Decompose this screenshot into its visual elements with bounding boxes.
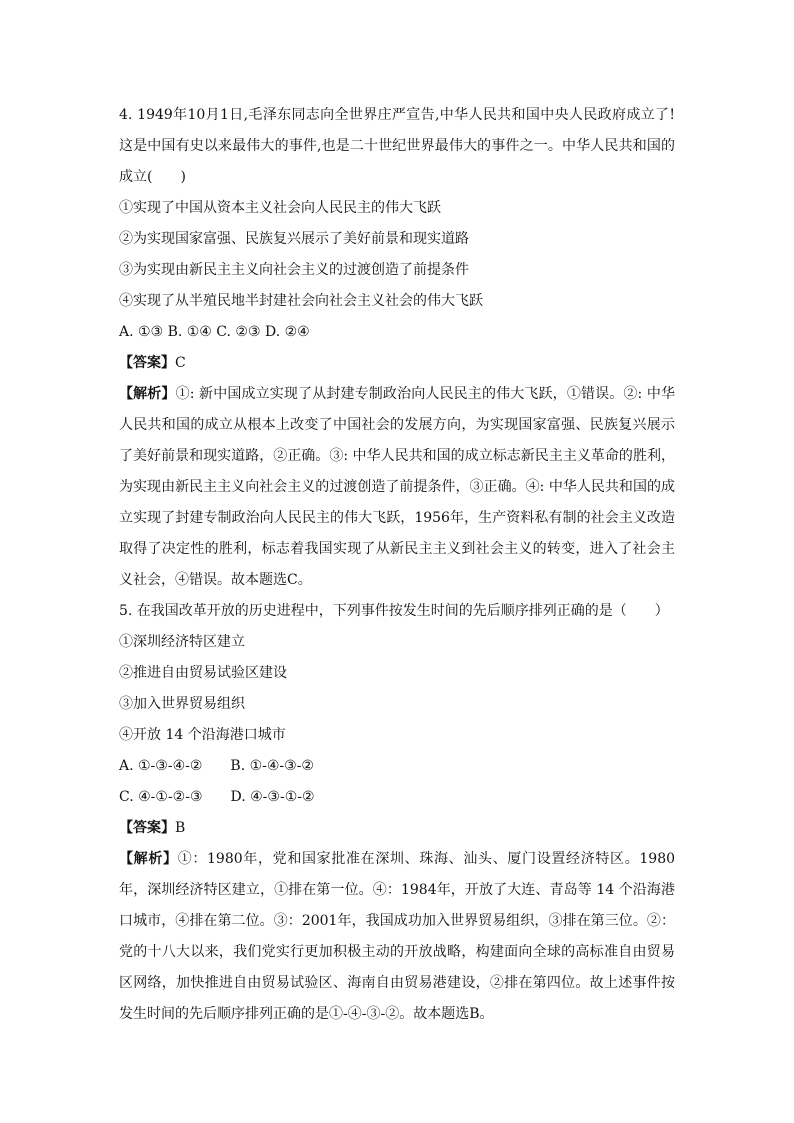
- question-4-analysis: [119, 379, 675, 596]
- question-4-stem: 4. 1949年10月1日,毛泽东同志向全世界庄严宣告,中华人民共和国中央人民政府成立了!这是中国有史以来最伟大的事件,也是二十世纪世界最伟大的事件之一。中华人民共和国的成立( ): [119, 107, 675, 185]
- question-5-options-row-2: C. ④-①-②-③ D. ④-③-①-②: [119, 789, 315, 805]
- answer-label: 【答案】: [119, 820, 175, 836]
- question-5-options-row-1: A. ①-③-④-② B. ①-④-③-②: [119, 758, 314, 774]
- analysis-text: ①：1980年，党和国家批准在深圳、珠海、汕头、厦门设置经济特区。1980年，深圳经济特区建立，①排在第一位。④：1984年，开放了大连、青岛等 14 个沿海港口城市，④排在第二位。③：2001年，我国成功加入世界贸易组织，③排在第三位。②：党的十八大以来，我们党实行更加积极主动的开放战略，构建面向全球的高标准自由贸易区网络，加快推进自由贸易试验区、海南自由贸易港建设，②排在第四位。故上述事件按发生时间的先后顺序排列正确的是①-④-③-②。故本题选B。: [119, 851, 676, 1022]
- question-4-item-3: ③为实现由新民主主义向社会主义的过渡创造了前提条件: [119, 262, 469, 278]
- question-4-item-4: ④实现了从半殖民地半封建社会向社会主义社会的伟大飞跃: [119, 293, 483, 309]
- document-content: [119, 100, 675, 1030]
- question-4-answer: [119, 348, 675, 379]
- analysis-label: 【解析】: [119, 851, 178, 867]
- question-5-analysis: [119, 844, 675, 1030]
- answer-value: C: [175, 355, 186, 371]
- analysis-text: ①: 新中国成立实现了从封建专制政治向人民民主的伟大飞跃，①错误。②: 中华人民共和国的成立从根本上改变了中国社会的发展方向，为实现国家富强、民族复兴展示了美好前景和现实道路，②正确。③: 中华人民共和国的成立标志新民主主义革命的胜利，为实现由新民主主义向社会主义的过渡创造了前提条件，③正确。④: 中华人民共和国的成立实现了封建专制政治向人民民主的伟大飞跃，1956年，生产资料私有制的社会主义改造取得了决定性的胜利，标志着我国实现了从新民主主义到社会主义的转变，进入了社会主义社会，④错误。故本题选C。: [119, 386, 676, 588]
- question-5-item-2: ②推进自由贸易试验区建设: [119, 665, 287, 681]
- question-5-item-4: ④开放 14 个沿海港口城市: [119, 727, 286, 743]
- question-4-options: A. ①③ B. ①④ C. ②③ D. ②④: [119, 324, 310, 340]
- question-5-item-3: ③加入世界贸易组织: [119, 696, 245, 712]
- analysis-label: 【解析】: [119, 386, 176, 402]
- question-5-item-1: ①深圳经济特区建立: [119, 634, 245, 650]
- question-4-item-2: ②为实现国家富强、民族复兴展示了美好前景和现实道路: [119, 231, 469, 247]
- question-5-stem: 5. 在我国改革开放的历史进程中，下列事件按发生时间的先后顺序排列正确的是（ ）: [119, 603, 669, 619]
- answer-value: B: [175, 820, 186, 836]
- answer-label: 【答案】: [119, 355, 175, 371]
- question-5-answer: [119, 813, 675, 844]
- question-4-item-1: ①实现了中国从资本主义社会向人民民主的伟大飞跃: [119, 200, 441, 216]
